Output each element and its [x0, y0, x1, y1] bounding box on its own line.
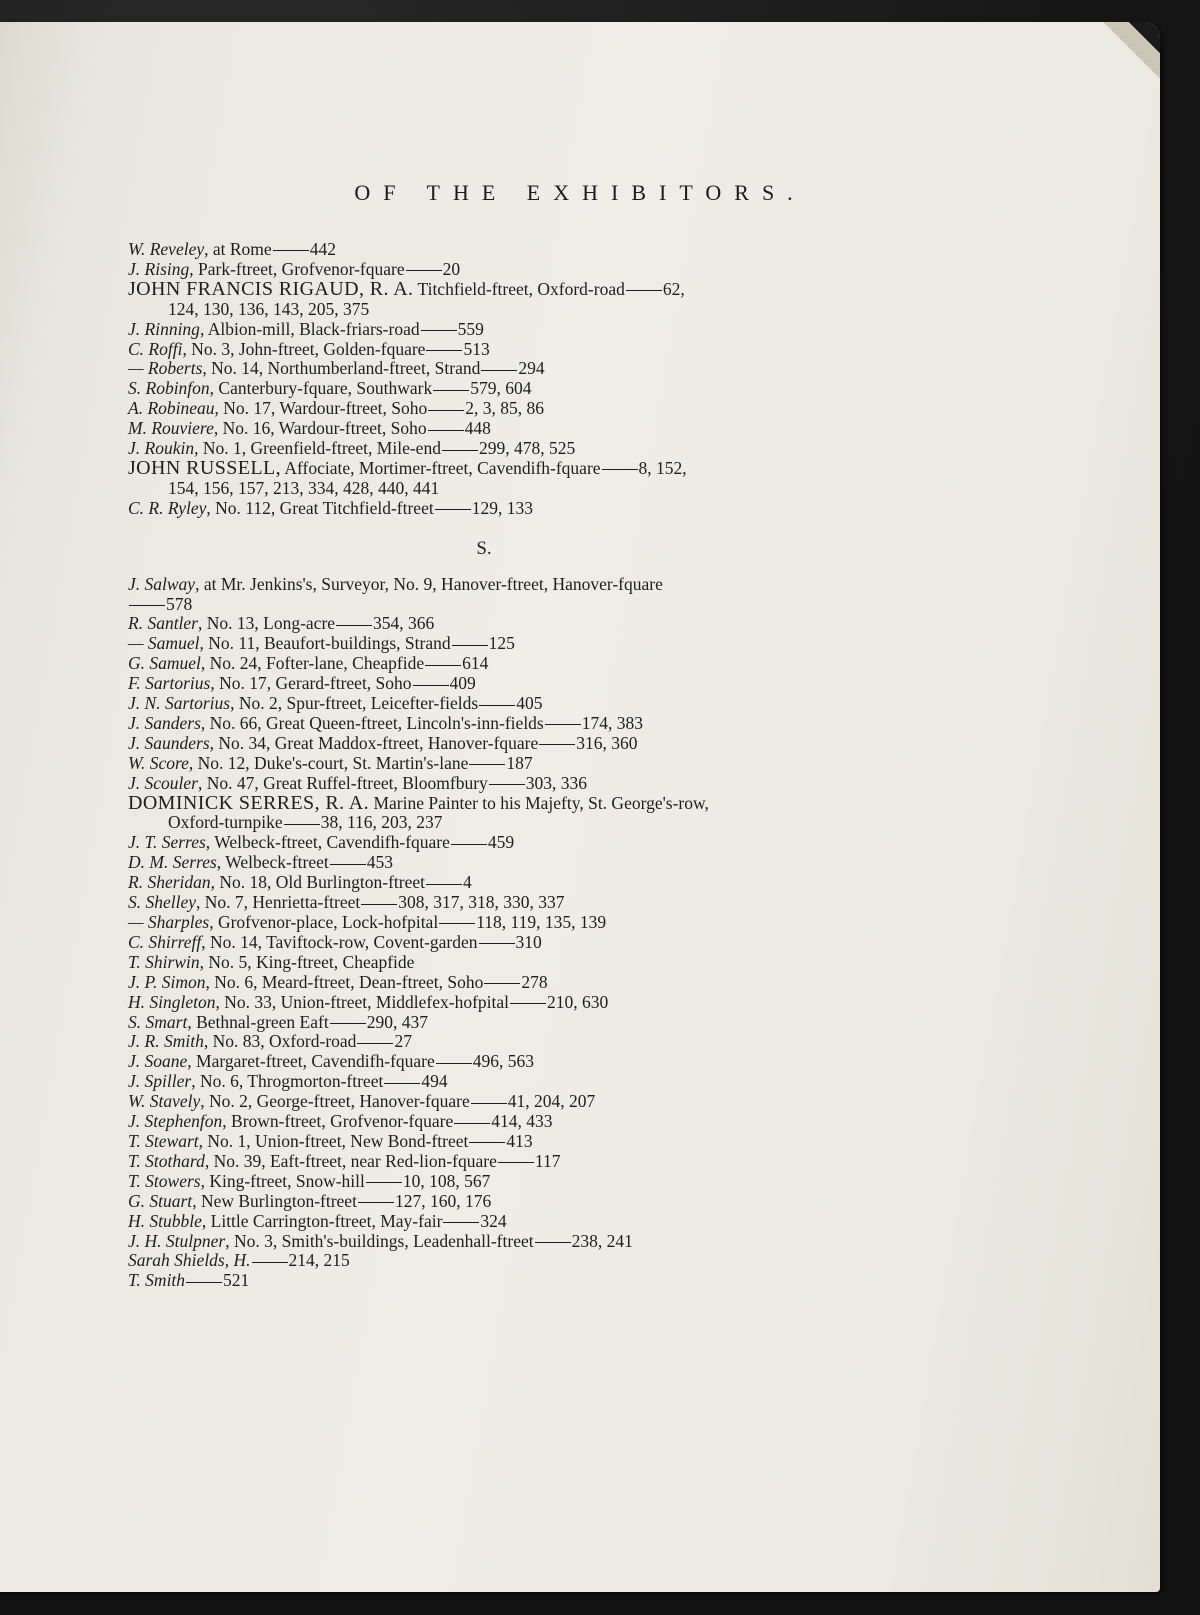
exhibitor-address: , Park-ftreet, Grofvenor-fquare: [189, 258, 405, 279]
exhibitor-address: , No. 12, Duke's-court, St. Martin's-lane: [188, 752, 469, 773]
exhibitor-entry: [128, 734, 840, 754]
leader-dash: [451, 844, 487, 845]
leader-dash: [479, 943, 515, 944]
exhibitor-address: , No. 83, Oxford-road: [203, 1031, 357, 1052]
leader-dash: [489, 784, 525, 785]
exhibitor-entry: [128, 973, 840, 993]
exhibitor-name: JOHN RUSSELL,: [128, 456, 281, 479]
leader-dash: [510, 1003, 546, 1004]
exhibitor-name: W. Score: [128, 752, 189, 773]
exhibitor-entry: [128, 1152, 840, 1172]
exhibit-numbers: 38, 116, 203, 237: [320, 812, 443, 833]
exhibitor-entry: [128, 1132, 840, 1152]
leader-dash: [433, 390, 469, 391]
leader-dash: [284, 824, 320, 825]
exhibitor-address: , King-ftreet, Snow-hill: [200, 1170, 365, 1191]
exhibitor-entry: [128, 634, 840, 654]
exhibitor-name: R. Santler: [128, 613, 198, 634]
exhibitors-s-section: [128, 575, 840, 1292]
leader-dash: [428, 410, 464, 411]
exhibitor-name: J. Scouler: [128, 772, 198, 793]
exhibitor-entry: [128, 1232, 840, 1252]
exhibitor-address: , No. 1, Greenfield-ftreet, Mile-end: [194, 438, 441, 459]
exhibitor-address: , No. 14, Northumberland-ftreet, Strand: [202, 358, 481, 379]
exhibitor-address: , No. 6, Throgmorton-ftreet: [191, 1071, 384, 1092]
exhibit-numbers: 214, 215: [288, 1250, 350, 1271]
exhibitor-entry: [128, 419, 840, 439]
exhibitor-name: T. Stowers: [128, 1170, 201, 1191]
continuation-text: Oxford-turnpike: [168, 812, 283, 833]
exhibitor-address: , No. 66, Great Queen-ftreet, Lincoln's-inn-fields: [200, 712, 544, 733]
exhibit-numbers: 299, 478, 525: [478, 438, 576, 459]
leader-dash: [361, 904, 397, 905]
exhibitor-entry-continuation: [128, 595, 840, 615]
exhibitor-entry: [128, 1212, 840, 1232]
exhibitor-address: , No. 2, Spur-ftreet, Leicefter-fields: [230, 693, 479, 714]
exhibitor-entry: [128, 1032, 840, 1052]
leader-dash: [425, 665, 461, 666]
catalogue-page: [0, 22, 1160, 1592]
exhibitor-name: JOHN FRANCIS RIGAUD, R. A.: [128, 277, 414, 300]
exhibit-numbers: 316, 360: [576, 732, 638, 753]
exhibitor-address: Marine Painter to his Majefty, St. George's-row,: [369, 792, 709, 813]
exhibit-numbers: 442: [309, 239, 336, 259]
exhibit-numbers: 405: [516, 693, 543, 714]
exhibit-numbers: 496, 563: [472, 1051, 535, 1072]
leader-dash: [535, 1242, 571, 1243]
section-letter-s: S.: [476, 537, 492, 559]
leader-dash: [545, 724, 581, 725]
exhibitor-address: , No. 17, Wardour-ftreet, Soho: [214, 398, 428, 419]
leader-dash: [330, 864, 366, 865]
exhibitor-entry: [128, 1172, 840, 1192]
exhibit-numbers: 2, 3, 85, 86: [465, 398, 544, 419]
exhibitor-entry: [128, 1013, 840, 1033]
exhibitor-name: C. Roffi: [128, 338, 183, 359]
exhibitor-entry: [128, 439, 840, 459]
exhibitor-entry: [128, 1092, 840, 1112]
exhibitors-r-section: [128, 240, 840, 519]
exhibitor-name: J. H. Stulpner: [128, 1230, 226, 1251]
continuation-text: 154, 156, 157, 213, 334, 428, 440, 441: [168, 477, 440, 498]
exhibitor-name: T. Stothard: [128, 1150, 205, 1171]
exhibitor-name: M. Rouviere: [128, 418, 214, 439]
exhibit-numbers: 20: [442, 258, 461, 279]
exhibitor-address: , No. 18, Old Burlington-ftreet: [210, 872, 425, 893]
leader-dash: [626, 290, 662, 291]
exhibitor-address: , No. 14, Taviftock-row, Covent-garden: [201, 931, 478, 952]
leader-dash: [498, 1162, 534, 1163]
leader-dash: [469, 764, 505, 765]
exhibitor-name: DOMINICK SERRES, R. A.: [128, 791, 370, 814]
exhibitor-address: , No. 13, Long-acre: [198, 613, 336, 634]
exhibitor-address: , No. 11, Beaufort-buildings, Strand: [199, 633, 451, 654]
exhibitor-entry: [128, 240, 840, 260]
exhibitor-address: , No. 39, Eaft-ftreet, near Red-lion-fquare: [204, 1150, 497, 1171]
exhibit-numbers: 129, 133: [471, 497, 533, 518]
exhibitor-name: W. Reveley: [128, 239, 205, 259]
exhibitor-name: J. Soane: [128, 1051, 188, 1072]
exhibit-numbers: 118, 119, 135, 139: [476, 912, 607, 932]
leader-dash: [426, 350, 462, 351]
exhibitor-name: J. Stephenfon: [128, 1111, 223, 1132]
leader-dash: [330, 1023, 366, 1024]
exhibit-numbers: 187: [506, 752, 533, 773]
exhibitor-entry: [128, 791, 840, 814]
leader-dash: [481, 370, 517, 371]
exhibit-numbers: 354, 366: [373, 613, 435, 634]
leader-dash: [443, 1222, 479, 1223]
exhibitor-list: [128, 240, 840, 1291]
exhibitor-entry: [128, 1052, 840, 1072]
exhibitor-address: , No. 34, Great Maddox-ftreet, Hanover-fquare: [209, 732, 539, 753]
exhibitor-address: , Margaret-ftreet, Cavendifh-fquare: [187, 1051, 435, 1072]
leader-dash: [186, 1282, 222, 1283]
exhibitor-name: C. R. Ryley: [128, 497, 207, 518]
exhibit-numbers: 310: [515, 931, 542, 952]
exhibitor-name: J. T. Serres: [128, 832, 206, 853]
leader-dash: [442, 450, 478, 451]
exhibitor-name: J. R. Smith: [128, 1031, 204, 1052]
leader-dash: [336, 625, 372, 626]
leader-dash: [384, 1083, 420, 1084]
exhibitor-name: T. Stewart: [128, 1130, 199, 1151]
leader-dash: [471, 1103, 507, 1104]
leader-dash: [357, 1043, 393, 1044]
exhibitor-name: — Roberts: [128, 358, 203, 379]
exhibit-numbers: 278: [521, 971, 548, 992]
exhibit-numbers: 117: [534, 1150, 561, 1171]
exhibitor-entry: [128, 359, 840, 379]
exhibit-numbers: 210, 630: [547, 991, 609, 1012]
exhibitor-address: , No. 112, Great Titchfield-ftreet: [206, 497, 434, 518]
exhibitor-entry: [128, 714, 840, 734]
exhibitor-address: Titchfield-ftreet, Oxford-road: [413, 278, 625, 299]
exhibitor-name: J. Sanders: [128, 712, 201, 733]
exhibitor-address: , No. 7, Henrietta-ftreet: [196, 892, 361, 913]
leader-dash: [479, 705, 515, 706]
torn-corner: [1080, 22, 1160, 82]
exhibitor-address: , Brown-ftreet, Grofvenor-fquare: [222, 1111, 454, 1132]
exhibitor-entry: [128, 1271, 840, 1291]
exhibitor-entry: [128, 499, 840, 519]
leader-dash: [539, 744, 575, 745]
exhibitor-name: J. P. Simon: [128, 971, 206, 992]
exhibitor-name: S. Smart: [128, 1011, 188, 1032]
exhibitor-address: , at Mr. Jenkins's, Surveyor, No. 9, Hanover-ftreet, Hanover-fquare: [195, 573, 663, 594]
exhibitor-address: , No. 3, John-ftreet, Golden-fquare: [182, 338, 426, 359]
leader-dash: [406, 270, 442, 271]
exhibitor-address: , Little Carrington-ftreet, May-fair: [201, 1210, 443, 1231]
leader-dash: [413, 685, 449, 686]
exhibitor-name: Sarah Shields, H.: [128, 1250, 251, 1271]
exhibit-numbers: 62,: [662, 278, 685, 299]
leader-dash: [421, 330, 457, 331]
exhibit-numbers: 513: [463, 338, 490, 359]
exhibitor-name: H. Stubble: [128, 1210, 202, 1231]
exhibitor-address: , Bethnal-green Eaft: [187, 1011, 329, 1032]
exhibitor-entry: [128, 260, 840, 280]
exhibit-numbers: 290, 437: [366, 1011, 428, 1032]
exhibit-numbers: 414, 433: [491, 1111, 553, 1132]
exhibitor-name: J. Rising: [128, 258, 190, 279]
exhibitor-name: S. Shelley: [128, 892, 197, 913]
exhibitor-entry: [128, 277, 840, 300]
exhibitor-name: J. N. Sartorius: [128, 693, 231, 714]
exhibitor-address: , No. 47, Great Ruffel-ftreet, Bloomfbury: [197, 772, 488, 793]
exhibit-numbers: 578: [166, 593, 193, 614]
exhibitor-entry: [128, 774, 840, 794]
exhibit-numbers: 409: [449, 673, 476, 694]
exhibit-numbers: 413: [506, 1130, 533, 1151]
exhibit-numbers: 27: [394, 1031, 412, 1052]
exhibit-numbers: 238, 241: [571, 1230, 633, 1251]
exhibit-numbers: 125: [488, 633, 515, 654]
exhibitor-entry: [128, 456, 840, 479]
exhibit-numbers: 494: [421, 1071, 448, 1092]
leader-dash: [602, 469, 638, 470]
exhibitor-address: , No. 3, Smith's-buildings, Leadenhall-ftreet: [225, 1230, 534, 1251]
exhibit-numbers: 324: [480, 1210, 507, 1231]
exhibitor-entry-continuation: [128, 300, 840, 320]
exhibitor-address: , No. 16, Wardour-ftreet, Soho: [213, 418, 427, 439]
exhibit-numbers: 127, 160, 176: [394, 1190, 492, 1211]
exhibitor-entry: [128, 1072, 840, 1092]
leader-dash: [366, 1182, 402, 1183]
leader-dash: [484, 983, 520, 984]
exhibitor-name: J. Salway: [128, 573, 196, 594]
exhibitor-name: G. Samuel: [128, 653, 201, 674]
exhibitor-name: A. Robineau: [128, 398, 215, 419]
exhibitor-name: W. Stavely: [128, 1091, 201, 1112]
exhibitor-address: , Albion-mill, Black-friars-road: [199, 318, 420, 339]
exhibitor-entry: [128, 340, 840, 360]
leader-dash: [129, 605, 165, 606]
leader-dash: [435, 509, 471, 510]
exhibit-numbers: 521: [223, 1270, 250, 1291]
exhibitor-entry: [128, 379, 840, 399]
exhibitor-name: J. Spiller: [128, 1071, 192, 1092]
exhibitor-entry: [128, 913, 840, 933]
exhibit-numbers: 559: [457, 318, 484, 339]
exhibitor-entry: [128, 853, 840, 873]
exhibitor-address: Affociate, Mortimer-ftreet, Cavendifh-fquare: [281, 457, 601, 478]
exhibit-numbers: 303, 336: [525, 772, 588, 793]
exhibitor-name: — Samuel: [128, 633, 200, 654]
exhibitor-address: , No. 1, Union-ftreet, New Bond-ftreet: [198, 1130, 469, 1151]
exhibitor-address: , Welbeck-ftreet, Cavendifh-fquare: [205, 832, 450, 853]
leader-dash: [252, 1262, 288, 1263]
exhibitor-entry: [128, 833, 840, 853]
exhibitor-name: G. Stuart: [128, 1190, 193, 1211]
exhibit-numbers: 10, 108, 567: [402, 1170, 491, 1191]
exhibitor-name: H. Singleton: [128, 991, 216, 1012]
exhibit-numbers: 308, 317, 318, 330, 337: [398, 892, 565, 913]
exhibitor-entry: [128, 893, 840, 913]
exhibitor-entry: [128, 1251, 840, 1271]
leader-dash: [469, 1142, 505, 1143]
leader-dash: [428, 430, 464, 431]
exhibitor-entry: [128, 614, 840, 634]
continuation-text: 124, 130, 136, 143, 205, 375: [168, 298, 370, 319]
exhibitor-address: , No. 6, Meard-ftreet, Dean-ftreet, Soho: [205, 971, 484, 992]
exhibitor-entry: [128, 873, 840, 893]
leader-dash: [439, 923, 475, 924]
exhibit-numbers: 448: [464, 418, 491, 439]
exhibit-numbers: 579, 604: [470, 378, 532, 399]
exhibit-numbers: 459: [487, 832, 515, 853]
exhibitor-address: , No. 33, Union-ftreet, Middlefex-hofpital: [215, 991, 510, 1012]
exhibitor-name: R. Sheridan: [128, 872, 211, 893]
exhibitor-address: , Canterbury-fquare, Southwark: [209, 378, 433, 399]
exhibitor-entry-continuation: [128, 813, 840, 833]
exhibit-numbers: 453: [366, 852, 394, 873]
exhibitor-address: , No. 5, King-ftreet, Cheapfide: [199, 951, 415, 972]
exhibitor-name: F. Sartorius: [128, 673, 211, 694]
exhibitor-name: T. Shirwin: [128, 951, 200, 972]
exhibitor-entry: [128, 993, 840, 1013]
exhibitor-entry: [128, 1192, 840, 1212]
exhibitor-name: S. Robinfon: [128, 378, 210, 399]
exhibitor-address: , Welbeck-ftreet: [216, 852, 329, 873]
leader-dash: [454, 1123, 490, 1124]
exhibit-numbers: 41, 204, 207: [507, 1091, 596, 1112]
exhibit-numbers: 294: [518, 358, 545, 379]
exhibitor-name: — Sharples: [128, 912, 210, 932]
leader-dash: [273, 250, 309, 251]
exhibitor-address: , Grofvenor-place, Lock-hofpital: [209, 912, 439, 932]
exhibitor-entry: [128, 674, 840, 694]
exhibitor-name: J. Saunders: [128, 732, 210, 753]
exhibitor-entry: [128, 654, 840, 674]
exhibitor-address: , New Burlington-ftreet: [192, 1190, 357, 1211]
exhibit-numbers: 614: [462, 653, 489, 674]
exhibitor-entry: [128, 694, 840, 714]
exhibitor-entry: [128, 953, 840, 973]
exhibitor-name: J. Rinning: [128, 318, 200, 339]
exhibit-numbers: 4: [462, 872, 472, 893]
exhibitor-name: J. Roukin: [128, 438, 195, 459]
exhibitor-entry-continuation: [128, 479, 840, 499]
exhibit-numbers: 174, 383: [581, 712, 643, 733]
exhibitor-address: , No. 17, Gerard-ftreet, Soho: [210, 673, 412, 694]
exhibitor-name: D. M. Serres: [128, 852, 217, 873]
exhibitor-name: T. Smith: [128, 1270, 186, 1291]
exhibitor-entry: [128, 1112, 840, 1132]
exhibitor-address: , No. 24, Fofter-lane, Cheapfide: [200, 653, 425, 674]
leader-dash: [358, 1202, 394, 1203]
exhibitor-entry: [128, 575, 840, 595]
exhibitor-name: C. Shirreff: [128, 931, 202, 952]
exhibitor-entry: [128, 320, 840, 340]
leader-dash: [436, 1063, 472, 1064]
exhibitor-entry: [128, 933, 840, 953]
exhibitor-entry: [128, 399, 840, 419]
leader-dash: [426, 884, 462, 885]
exhibit-numbers: 8, 152,: [638, 457, 687, 478]
exhibitor-entry: [128, 754, 840, 774]
exhibitor-address: , at Rome: [204, 239, 272, 259]
page-heading: OF THE EXHIBITORS.: [354, 180, 806, 205]
leader-dash: [452, 645, 488, 646]
exhibitor-address: , No. 2, George-ftreet, Hanover-fquare: [200, 1091, 470, 1112]
